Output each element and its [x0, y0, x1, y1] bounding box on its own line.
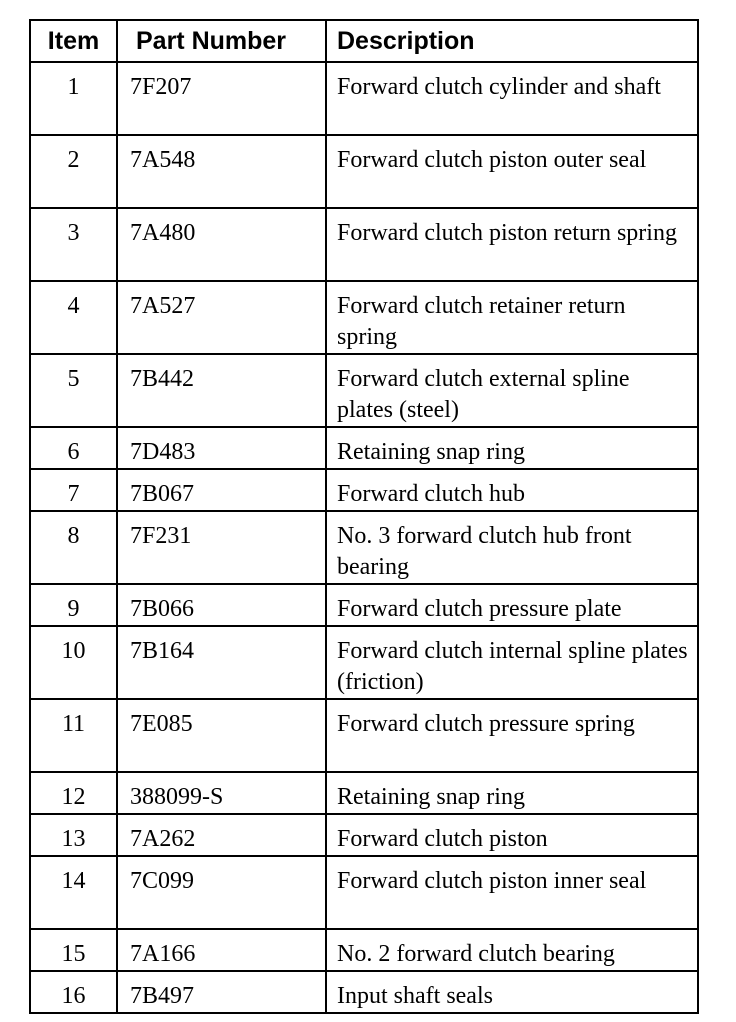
cell-description: No. 3 forward clutch hub front bearing — [326, 511, 698, 584]
cell-item: 11 — [30, 699, 117, 772]
cell-part-number: 7B067 — [117, 469, 326, 511]
cell-description: Forward clutch hub — [326, 469, 698, 511]
header-description: Description — [326, 20, 698, 62]
cell-description: Forward clutch external spline plates (steel) — [326, 354, 698, 427]
cell-description: Forward clutch piston — [326, 814, 698, 856]
cell-part-number: 388099-S — [117, 772, 326, 814]
cell-item: 13 — [30, 814, 117, 856]
cell-item: 1 — [30, 62, 117, 135]
cell-item: 6 — [30, 427, 117, 469]
table-header — [30, 20, 698, 62]
table-row — [30, 929, 698, 971]
table-row — [30, 208, 698, 281]
cell-part-number: 7F231 — [117, 511, 326, 584]
cell-item: 4 — [30, 281, 117, 354]
cell-part-number: 7A527 — [117, 281, 326, 354]
cell-description: Retaining snap ring — [326, 772, 698, 814]
table-row — [30, 626, 698, 699]
cell-part-number: 7A480 — [117, 208, 326, 281]
cell-part-number: 7A548 — [117, 135, 326, 208]
table-row — [30, 814, 698, 856]
parts-table — [29, 19, 699, 1014]
cell-description: Forward clutch internal spline plates (friction) — [326, 626, 698, 699]
table-row — [30, 584, 698, 626]
table-row — [30, 354, 698, 427]
cell-part-number: 7B164 — [117, 626, 326, 699]
cell-item: 7 — [30, 469, 117, 511]
cell-part-number: 7A262 — [117, 814, 326, 856]
cell-part-number: 7B497 — [117, 971, 326, 1013]
cell-part-number: 7C099 — [117, 856, 326, 929]
cell-description: Forward clutch pressure plate — [326, 584, 698, 626]
cell-item: 2 — [30, 135, 117, 208]
cell-item: 9 — [30, 584, 117, 626]
cell-item: 10 — [30, 626, 117, 699]
cell-part-number: 7A166 — [117, 929, 326, 971]
table-row — [30, 427, 698, 469]
header-item: Item — [30, 20, 117, 62]
cell-description: Retaining snap ring — [326, 427, 698, 469]
cell-description: Forward clutch piston outer seal — [326, 135, 698, 208]
cell-description: Forward clutch retainer return spring — [326, 281, 698, 354]
header-part-number: Part Number — [117, 20, 326, 62]
table-row — [30, 856, 698, 929]
table-row — [30, 62, 698, 135]
cell-item: 15 — [30, 929, 117, 971]
table-body — [30, 62, 698, 1013]
cell-item: 3 — [30, 208, 117, 281]
table-row — [30, 772, 698, 814]
table-row — [30, 281, 698, 354]
cell-item: 14 — [30, 856, 117, 929]
cell-part-number: 7E085 — [117, 699, 326, 772]
table-row — [30, 511, 698, 584]
cell-part-number: 7D483 — [117, 427, 326, 469]
cell-description: Forward clutch piston inner seal — [326, 856, 698, 929]
cell-item: 12 — [30, 772, 117, 814]
cell-item: 5 — [30, 354, 117, 427]
cell-description: Forward clutch pressure spring — [326, 699, 698, 772]
cell-part-number: 7B442 — [117, 354, 326, 427]
cell-item: 16 — [30, 971, 117, 1013]
table-row — [30, 971, 698, 1013]
cell-description: Input shaft seals — [326, 971, 698, 1013]
cell-item: 8 — [30, 511, 117, 584]
table-row — [30, 135, 698, 208]
cell-part-number: 7B066 — [117, 584, 326, 626]
cell-description: Forward clutch piston return spring — [326, 208, 698, 281]
cell-description: Forward clutch cylinder and shaft — [326, 62, 698, 135]
cell-part-number: 7F207 — [117, 62, 326, 135]
table-row — [30, 469, 698, 511]
header-row — [30, 20, 698, 62]
table-row — [30, 699, 698, 772]
cell-description: No. 2 forward clutch bearing — [326, 929, 698, 971]
